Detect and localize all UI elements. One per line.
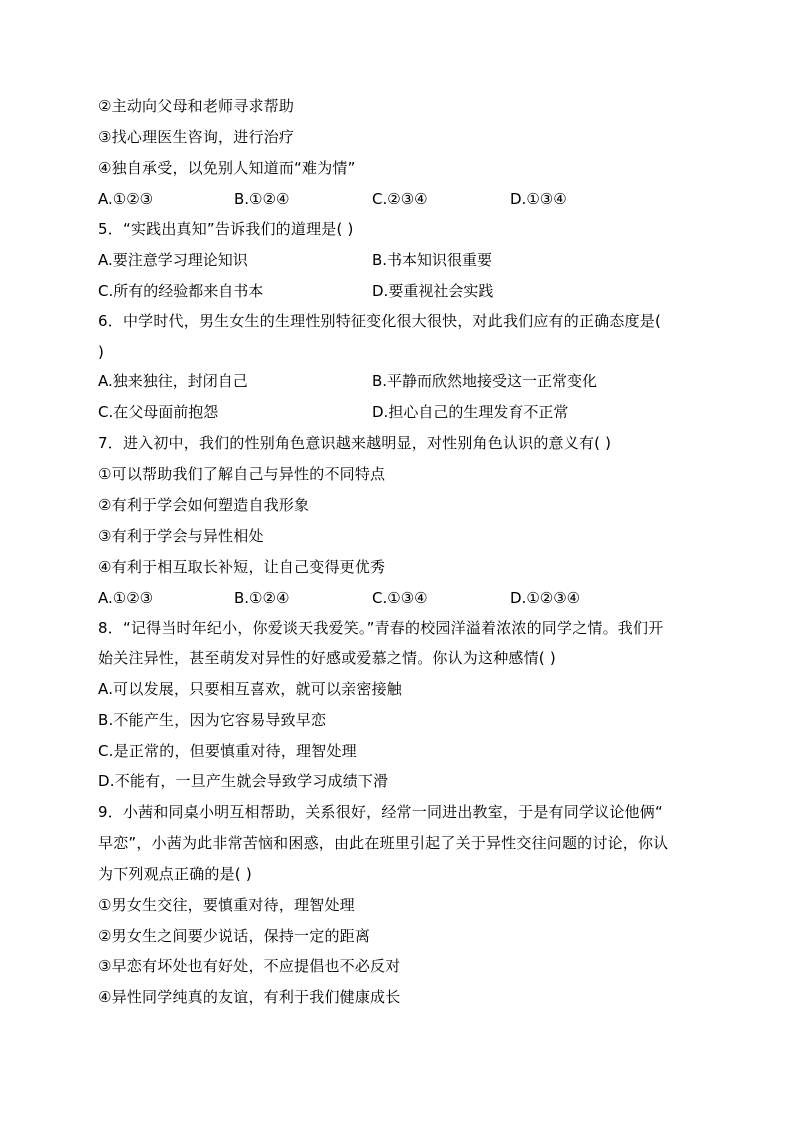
q4-option-b: B.①②④: [234, 190, 290, 208]
q8-stem-line1: 8．“记得当时年纪小，你爱谈天我爱笑。”青春的校园洋溢着浓浓的同学之情。我们开: [98, 619, 664, 637]
q9-statement-4: ④异性同学纯真的友谊，有利于我们健康成长: [98, 988, 401, 1006]
q9-statement-1: ①男女生交往，要慎重对待，理智处理: [98, 896, 355, 914]
q6-option-c: C.在父母面前抱怨: [98, 403, 219, 421]
q7-option-a: A.①②③: [98, 589, 154, 607]
q7-statement-2: ②有利于学会如何塑造自我形象: [98, 496, 310, 514]
q9-statement-2: ②男女生之间要少说话，保持一定的距离: [98, 927, 371, 945]
q8-option-d: D.不能有，一旦产生就会导致学习成绩下滑: [98, 772, 389, 790]
q5-option-d: D.要重视社会实践: [372, 282, 494, 300]
q9-stem-line1: 9．小茜和同桌小明互相帮助，关系很好，经常一同进出教室，于是有同学议论他俩“: [98, 803, 663, 821]
q9-statement-3: ③早恋有坏处也有好处，不应提倡也不必反对: [98, 957, 401, 975]
q4-option-a: A.①②③: [98, 190, 154, 208]
q6-option-a: A.独来独往，封闭自己: [98, 372, 248, 390]
q6-stem-line2: ): [98, 343, 105, 361]
q7-stem: 7．进入初中，我们的性别角色意识越来越明显，对性别角色认识的意义有( ): [98, 434, 612, 452]
q9-stem-line2: 早恋”，小茜为此非常苦恼和困惑，由此在班里引起了关于异性交往问题的讨论，你认: [98, 834, 669, 852]
q5-option-c: C.所有的经验都来自书本: [98, 282, 264, 300]
q8-stem-line2: 始关注异性，甚至萌发对异性的好感或爱慕之情。你认为这种感情( ): [98, 649, 556, 667]
q4-statement-4: ④独自承受，以免别人知道而“难为情”: [98, 159, 356, 177]
q5-stem: 5．“实践出真知”告诉我们的道理是( ): [98, 220, 354, 238]
q5-option-a: A.要注意学习理论知识: [98, 251, 248, 269]
q7-statement-1: ①可以帮助我们了解自己与异性的不同特点: [98, 465, 386, 483]
q7-option-d: D.①②③④: [510, 589, 581, 607]
q8-option-b: B.不能产生，因为它容易导致早恋: [98, 711, 327, 729]
q4-statement-3: ③找心理医生咨询，进行治疗: [98, 128, 295, 146]
q8-option-a: A.可以发展，只要相互喜欢，就可以亲密接触: [98, 680, 402, 698]
q7-option-c: C.①③④: [372, 589, 428, 607]
q9-stem-line3: 为下列观点正确的是( ): [98, 865, 252, 883]
q8-option-c: C.是正常的，但要慎重对待，理智处理: [98, 742, 357, 760]
q4-option-d: D.①③④: [510, 190, 567, 208]
q7-option-b: B.①②④: [234, 589, 290, 607]
q5-option-b: B.书本知识很重要: [372, 251, 493, 269]
q6-stem-line1: 6．中学时代，男生女生的生理性别特征变化很大很快，对此我们应有的正确态度是(: [98, 312, 661, 330]
q7-statement-4: ④有利于相互取长补短，让自己变得更优秀: [98, 558, 386, 576]
q4-option-c: C.②③④: [372, 190, 428, 208]
q7-statement-3: ③有利于学会与异性相处: [98, 527, 264, 545]
q4-statement-2: ②主动向父母和老师寻求帮助: [98, 97, 295, 115]
q6-option-d: D.担心自己的生理发育不正常: [372, 403, 569, 421]
q6-option-b: B.平静而欣然地接受这一正常变化: [372, 372, 598, 390]
